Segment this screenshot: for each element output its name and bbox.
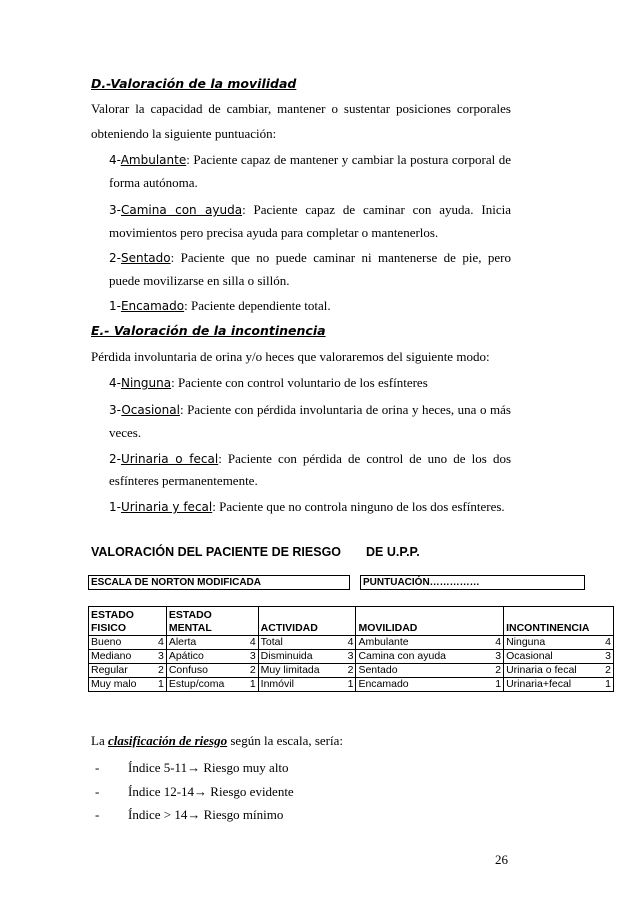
cell-score: 3 xyxy=(492,650,504,664)
cell-label: Confuso xyxy=(166,664,244,678)
table-row xyxy=(89,650,614,664)
cell-label: Inmóvil xyxy=(258,678,344,692)
cell-label: Urinaria o fecal xyxy=(504,664,600,678)
item-number: 4- xyxy=(109,153,121,167)
table-row xyxy=(89,636,614,650)
cell-label: Estup/coma xyxy=(166,678,244,692)
incontinencia-item-3 xyxy=(109,397,511,423)
cell-label: Bueno xyxy=(89,636,151,650)
item-description: : Paciente capaz de caminar con ayuda. Inicia xyxy=(242,202,511,217)
item-number: 2- xyxy=(109,452,121,466)
item-description: : Paciente que no puede caminar ni mantenerse de pie, pero xyxy=(170,250,511,265)
cell-label: Apático xyxy=(166,650,244,664)
cell-score: 2 xyxy=(492,664,504,678)
section-d-intro-line2: obteniendo la siguiente puntuación: xyxy=(91,126,277,141)
cell-score: 1 xyxy=(599,678,613,692)
item-description: : Paciente con control voluntario de los esfínteres xyxy=(171,375,428,390)
cell-label: Muy malo xyxy=(89,678,151,692)
incontinencia-item-2-cont: esfínteres permanentemente. xyxy=(109,473,258,488)
cell-score: 2 xyxy=(150,664,166,678)
section-e-intro: Pérdida involuntaria de orina y/o heces que valoraremos del siguiente modo: xyxy=(91,349,490,364)
item-description: : Paciente con pérdida de control de uno de los dos xyxy=(218,451,512,466)
cell-label: Disminuida xyxy=(258,650,344,664)
movilidad-item-3 xyxy=(109,197,511,223)
list-item: - Índice 12-14→ Riesgo evidente xyxy=(95,784,294,799)
cell-score: 2 xyxy=(344,664,356,678)
cell-score: 1 xyxy=(344,678,356,692)
list-item: - Índice 5-11→ Riesgo muy alto xyxy=(95,760,289,775)
cell-label: Ninguna xyxy=(504,636,600,650)
item-term: Encamado xyxy=(120,299,185,313)
cell-score: 4 xyxy=(599,636,613,650)
valoracion-title-upp: DE U.P.P. xyxy=(366,545,420,559)
valoracion-title: VALORACIÓN DEL PACIENTE DE RIESGO xyxy=(91,545,342,559)
item-number: 2- xyxy=(109,251,121,265)
item-description: : Paciente que no controla ninguno de los dos esfínteres. xyxy=(212,499,505,514)
table-row xyxy=(89,678,614,692)
cell-score: 3 xyxy=(344,650,356,664)
header-estado-fisico: ESTADO FISICO xyxy=(89,607,151,636)
incontinencia-item-4 xyxy=(109,370,511,396)
cell-label: Muy limitada xyxy=(258,664,344,678)
cell-score: 4 xyxy=(150,636,166,650)
section-d-intro-line1: Valorar la capacidad de cambiar, mantener o sustentar posiciones corporales xyxy=(91,101,511,116)
header-incontinencia: INCONTINENCIA xyxy=(504,607,600,636)
item-description: : Paciente con pérdida involuntaria de orina y heces, una o más xyxy=(179,402,511,417)
cell-score: 4 xyxy=(344,636,356,650)
puntuacion-box: PUNTUACIÓN…………… xyxy=(360,575,585,590)
cell-label: Ocasional xyxy=(504,650,600,664)
cell-label: Mediano xyxy=(89,650,151,664)
header-movilidad: MOVILIDAD xyxy=(356,607,492,636)
header-actividad: ACTIVIDAD xyxy=(258,607,344,636)
cell-score: 2 xyxy=(599,664,613,678)
movilidad-item-3-cont: movimientos pero precisa ayuda para completar o mantenerlos. xyxy=(109,225,439,240)
table-row xyxy=(89,664,614,678)
cell-score: 4 xyxy=(492,636,504,650)
item-term: Ambulante xyxy=(120,153,187,167)
item-term: Sentado xyxy=(120,251,171,265)
cell-score: 3 xyxy=(150,650,166,664)
cell-label: Alerta xyxy=(166,636,244,650)
cell-score: 1 xyxy=(492,678,504,692)
item-term: Urinaria y fecal xyxy=(120,500,213,514)
item-term: Urinaria o fecal xyxy=(120,452,219,466)
list-item: - Índice > 14→ Riesgo mínimo xyxy=(95,807,284,822)
item-number: 3- xyxy=(109,403,122,417)
incontinencia-item-3-cont: veces. xyxy=(109,425,142,440)
cell-score: 4 xyxy=(244,636,258,650)
incontinencia-item-1 xyxy=(109,494,511,520)
escala-label-box: ESCALA DE NORTON MODIFICADA xyxy=(88,575,350,590)
item-number: 1- xyxy=(109,299,121,313)
cell-label: Encamado xyxy=(356,678,492,692)
movilidad-item-1 xyxy=(109,293,511,319)
item-term: Camina con ayuda xyxy=(120,203,243,217)
norton-scale-table xyxy=(88,606,614,692)
movilidad-item-2 xyxy=(109,245,511,271)
cell-label: Ambulante xyxy=(356,636,492,650)
item-description: : Paciente capaz de mantener y cambiar la postura corporal de xyxy=(186,152,511,167)
cell-label: Sentado xyxy=(356,664,492,678)
header-estado-mental: ESTADO MENTAL xyxy=(166,607,244,636)
item-description: : Paciente dependiente total. xyxy=(184,298,331,313)
clasificacion-bold: clasificación de riesgo xyxy=(107,733,228,748)
cell-score: 2 xyxy=(244,664,258,678)
item-term: Ocasional xyxy=(121,403,180,417)
item-term: Ninguna xyxy=(120,376,172,390)
movilidad-item-4-cont: forma autónoma. xyxy=(109,175,198,190)
page-number: 26 xyxy=(495,852,508,867)
section-e-heading: E.- Valoración de la incontinencia xyxy=(91,323,326,338)
cell-label: Urinaria+fecal xyxy=(504,678,600,692)
cell-score: 3 xyxy=(599,650,613,664)
movilidad-item-2-cont: puede movilizarse en silla o sillón. xyxy=(109,273,290,288)
section-d-heading: D.-Valoración de la movilidad xyxy=(91,76,297,91)
movilidad-item-4 xyxy=(109,147,511,173)
cell-score: 1 xyxy=(150,678,166,692)
item-number: 4- xyxy=(109,376,121,390)
clasificacion-intro: La clasificación de riesgo según la escala, sería: xyxy=(91,733,343,748)
cell-label: Total xyxy=(258,636,344,650)
cell-label: Regular xyxy=(89,664,151,678)
cell-score: 1 xyxy=(244,678,258,692)
item-number: 3- xyxy=(109,203,121,217)
item-number: 1- xyxy=(109,500,121,514)
cell-score: 3 xyxy=(244,650,258,664)
table-header-row xyxy=(89,607,614,636)
incontinencia-item-2 xyxy=(109,446,511,472)
cell-label: Camina con ayuda xyxy=(356,650,492,664)
